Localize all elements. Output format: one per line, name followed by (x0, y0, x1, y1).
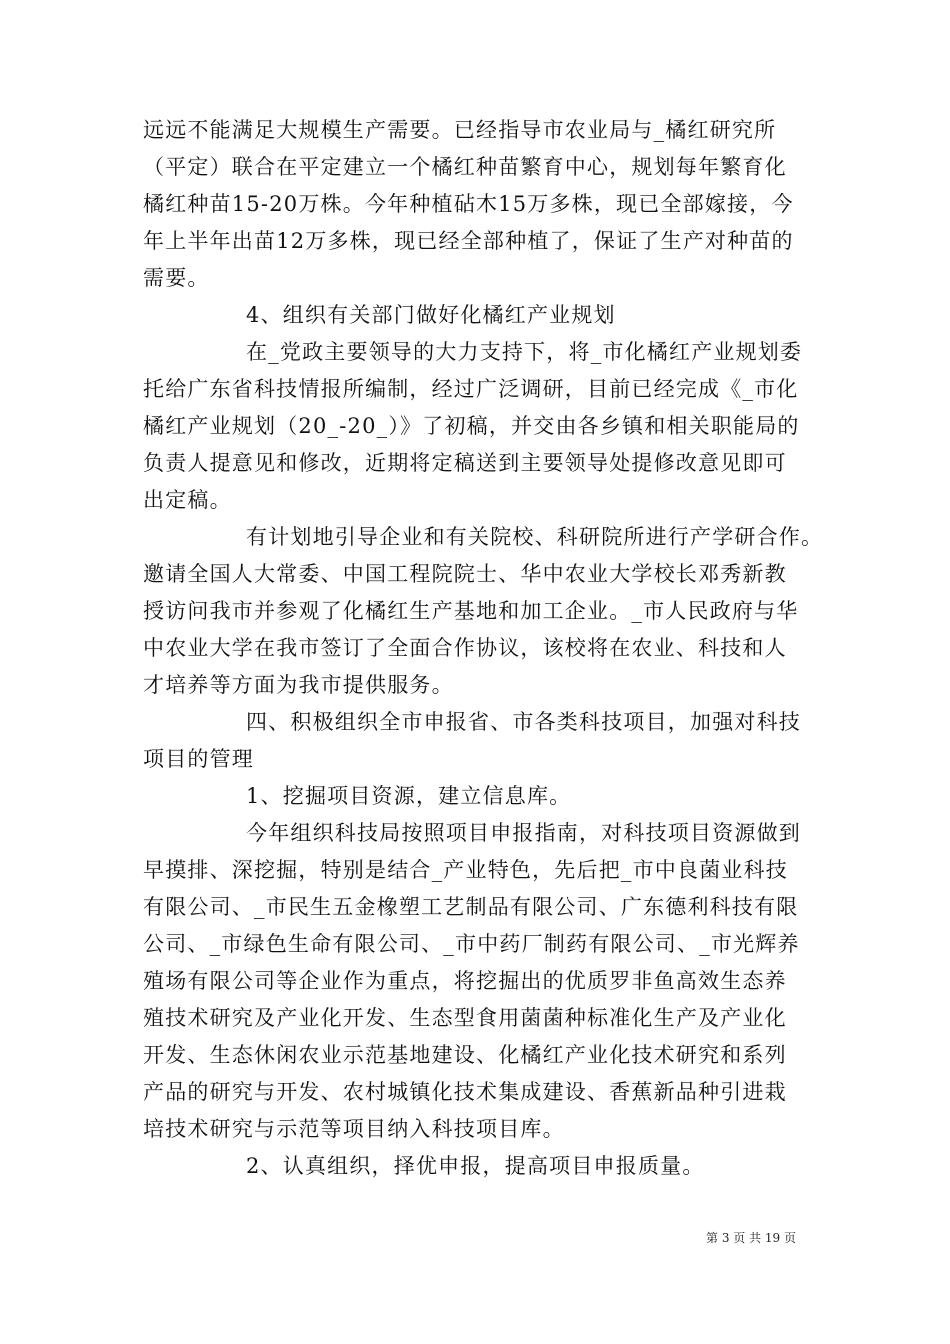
section-heading: 四、积极组织全市申报省、市各类科技项目，加强对科技 (246, 710, 801, 734)
text-line: 才培养等方面为我市提供服务。 (143, 673, 454, 697)
text-line: 远远不能满足大规模生产需要。已经指导市农业局与_橘红研究所 (143, 118, 777, 142)
text-line: 早摸排、深挖掘，特别是结合_产业特色，先后把_市中良菌业科技 (143, 858, 788, 882)
text-line: 中农业大学在我市签订了全面合作协议，该校将在农业、科技和人 (143, 636, 787, 660)
section-heading-continued: 项目的管理 (143, 747, 254, 771)
text-line: 邀请全国人大常委、中国工程院院士、华中农业大学校长邓秀新教 (143, 562, 787, 586)
text-line: 托给广东省科技情报所编制，经过广泛调研，目前已经完成《_市化 (143, 377, 799, 401)
text-line: 有限公司、_市民生五金橡塑工艺制品有限公司、广东德利科技有限 (143, 895, 799, 919)
text-line: 出定稿。 (143, 488, 232, 512)
text-line: 在_党政主要领导的大力支持下，将_市化橘红产业规划委 (246, 340, 803, 364)
text-line: 公司、_市绿色生命有限公司、_市中药厂制药有限公司、_市光辉养 (143, 932, 800, 956)
section-heading: 4、组织有关部门做好化橘红产业规划 (246, 303, 616, 327)
text-line: （平定）联合在平定建立一个橘红种苗繁育中心，规划每年繁育化 (143, 155, 787, 179)
text-line: 年上半年出苗12万多株，现已经全部种植了，保证了生产对种苗的 (143, 229, 794, 253)
text-line: 橘红产业规划（20_-20_）》了初稿，并交由各乡镇和相关职能局的 (143, 414, 800, 438)
text-line: 今年组织科技局按照项目申报指南，对科技项目资源做到 (246, 821, 801, 845)
text-line: 培技术研究与示范等项目纳入科技项目库。 (143, 1117, 565, 1141)
subsection-heading: 2、认真组织，择优申报，提高项目申报质量。 (246, 1154, 705, 1178)
text-line: 负责人提意见和修改，近期将定稿送到主要领导处提修改意见即可 (143, 451, 787, 475)
subsection-heading: 1、挖掘项目资源，建立信息库。 (246, 784, 572, 808)
text-line: 产品的研究与开发、农村城镇化技术集成建设、香蕉新品种引进栽 (143, 1080, 787, 1104)
text-line: 需要。 (143, 266, 210, 290)
text-line: 殖场有限公司等企业作为重点，将挖掘出的优质罗非鱼高效生态养 (143, 969, 787, 993)
text-line: 橘红种苗15-20万株。今年种植砧木15万多株，现已全部嫁接，今 (143, 192, 794, 216)
text-line: 有计划地引导企业和有关院校、科研院所进行产学研合作。 (246, 525, 824, 549)
text-line: 授访问我市并参观了化橘红生产基地和加工企业。_市人民政府与华 (143, 599, 799, 623)
text-line: 开发、生态休闲农业示范基地建设、化橘红产业化技术研究和系列 (143, 1043, 787, 1067)
text-line: 殖技术研究及产业化开发、生态型食用菌菌种标准化生产及产业化 (143, 1006, 787, 1030)
page-number: 第 3 页 共 19 页 (706, 1231, 796, 1245)
